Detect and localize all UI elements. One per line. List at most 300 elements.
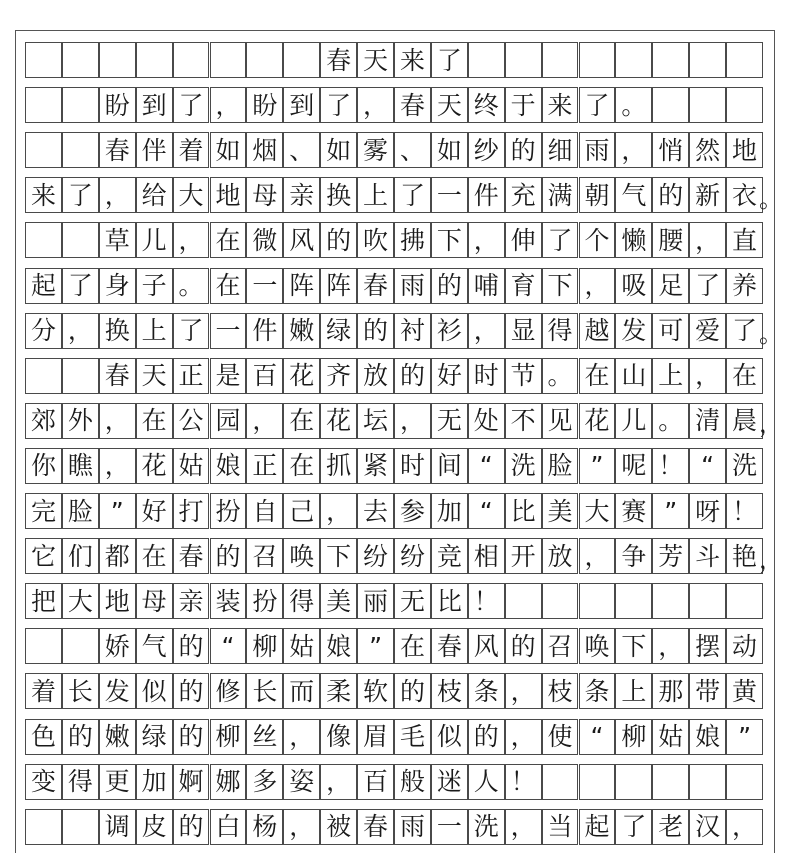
grid-cell: 那 — [652, 673, 689, 709]
grid-cell: 迷 — [431, 764, 468, 800]
grid-cell: 天 — [136, 358, 173, 394]
grid-cell: 美 — [542, 493, 579, 529]
grid-cell — [652, 87, 689, 123]
grid-cell: 然 — [689, 132, 726, 168]
grid-cell: ， — [652, 628, 689, 664]
grid-cell: 、 — [394, 132, 431, 168]
grid-cell — [726, 42, 763, 78]
grid-cell — [62, 132, 99, 168]
grid-cell: 地 — [99, 583, 136, 619]
grid-cell: 姑 — [652, 719, 689, 755]
grid-cell: 姑 — [173, 448, 210, 484]
grid-cell: ！ — [468, 583, 505, 619]
grid-cell: 花 — [136, 448, 173, 484]
grid-cell: 了 — [431, 42, 468, 78]
grid-cell: 盼 — [246, 87, 283, 123]
grid-cell: 召 — [542, 628, 579, 664]
grid-cell: 都 — [99, 538, 136, 574]
grid-cell — [25, 132, 62, 168]
grid-cell: 可 — [652, 313, 689, 349]
grid-cell — [505, 583, 542, 619]
composition-paper — [15, 30, 783, 853]
grid-cell: 被 — [320, 809, 357, 845]
grid-cell: 下 — [431, 222, 468, 258]
grid-cell: 丽 — [357, 583, 394, 619]
grid-cell: 得 — [542, 313, 579, 349]
grid-cell: 伸 — [505, 222, 542, 258]
grid-cell: 间 — [431, 448, 468, 484]
grid-cell: 上 — [357, 177, 394, 213]
grid-cell: 纷 — [394, 538, 431, 574]
grid-cell — [615, 764, 652, 800]
grid-cell: 盼 — [99, 87, 136, 123]
grid-cell: 正 — [246, 448, 283, 484]
grid-cell: 的 — [173, 809, 210, 845]
grid-cell: 换 — [99, 313, 136, 349]
grid-cell: 满 — [542, 177, 579, 213]
grid-cell: 母 — [246, 177, 283, 213]
grid-cell: ， — [99, 448, 136, 484]
grid-cell: 在 — [579, 358, 616, 394]
grid-cell — [62, 628, 99, 664]
grid-cell: 呢 — [615, 448, 652, 484]
grid-cell: 杨 — [246, 809, 283, 845]
grid-cell: 的 — [505, 628, 542, 664]
grid-cell: 给 — [136, 177, 173, 213]
grid-cell: 去 — [357, 493, 394, 529]
grid-cell: ， — [689, 222, 726, 258]
grid-cell: ！ — [726, 493, 763, 529]
grid-cell — [652, 764, 689, 800]
grid-cell: 。 — [615, 87, 652, 123]
grid-cell: ” — [99, 493, 136, 529]
grid-cell: 多 — [246, 764, 283, 800]
grid-cell: ， — [726, 809, 763, 845]
grid-cell: 得 — [62, 764, 99, 800]
grid-cell: 养 — [726, 268, 763, 304]
grid-cell: 发 — [615, 313, 652, 349]
grid-cell: 娘 — [320, 628, 357, 664]
grid-cell: 绿 — [320, 313, 357, 349]
grid-cell: 自 — [246, 493, 283, 529]
grid-cell — [579, 583, 616, 619]
grid-cell: 丝 — [246, 719, 283, 755]
grid-cell: 春 — [394, 87, 431, 123]
grid-cell: 如 — [320, 132, 357, 168]
grid-cell: 天 — [357, 42, 394, 78]
grid-cell: ， — [689, 358, 726, 394]
grid-cell: ！ — [505, 764, 542, 800]
grid-cell: ， — [505, 673, 542, 709]
grid-cell: 伴 — [136, 132, 173, 168]
grid-cell: 是 — [210, 358, 247, 394]
grid-cell: 外 — [62, 403, 99, 439]
grid-cell: 般 — [394, 764, 431, 800]
grid-cell: 着 — [173, 132, 210, 168]
grid-cell: 装 — [210, 583, 247, 619]
grid-cell: 当 — [542, 809, 579, 845]
grid-cell: 汉 — [689, 809, 726, 845]
grid-cell: 雨 — [579, 132, 616, 168]
grid-cell: 如 — [431, 132, 468, 168]
grid-cell: 争 — [615, 538, 652, 574]
grid-cell: 如 — [210, 132, 247, 168]
grid-cell: ， — [615, 132, 652, 168]
grid-cell: 一 — [431, 177, 468, 213]
grid-cell: 天 — [431, 87, 468, 123]
grid-cell: 修 — [210, 673, 247, 709]
grid-cell: 的 — [505, 132, 542, 168]
grid-cell — [62, 42, 99, 78]
grid-cell: 芳 — [652, 538, 689, 574]
grid-cell: 的 — [320, 222, 357, 258]
grid-cell: 郊 — [25, 403, 62, 439]
grid-cell: 脸 — [62, 493, 99, 529]
grid-cell — [505, 42, 542, 78]
grid-cell — [615, 42, 652, 78]
grid-cell: 时 — [468, 358, 505, 394]
grid-cell: 来 — [394, 42, 431, 78]
grid-cell: ， — [357, 87, 394, 123]
grid-cell: 子 — [136, 268, 173, 304]
grid-cell — [25, 358, 62, 394]
grid-cell: 娇 — [99, 628, 136, 664]
grid-cell: 春 — [173, 538, 210, 574]
grid-cell: 调 — [99, 809, 136, 845]
grid-cell: 紧 — [357, 448, 394, 484]
grid-cell: 脸 — [542, 448, 579, 484]
grid-cell: 长 — [62, 673, 99, 709]
grid-cell: 的 — [431, 268, 468, 304]
grid-cell: ， — [99, 177, 136, 213]
grid-cell: 动 — [726, 628, 763, 664]
grid-cell: 到 — [136, 87, 173, 123]
grid-cell: 嫩 — [99, 719, 136, 755]
grid-cell: 柳 — [246, 628, 283, 664]
grid-cell: 分 — [25, 313, 62, 349]
grid-cell: 赛 — [615, 493, 652, 529]
grid-cell: 娘 — [210, 448, 247, 484]
grid-cell: 春 — [357, 268, 394, 304]
grid-cell: 件 — [468, 177, 505, 213]
grid-cell: 参 — [394, 493, 431, 529]
grid-cell: 洗 — [726, 448, 763, 484]
grid-cell: 足 — [652, 268, 689, 304]
grid-cell: 悄 — [652, 132, 689, 168]
grid-cell: 老 — [652, 809, 689, 845]
grid-cell: 洗 — [468, 809, 505, 845]
grid-cell — [726, 583, 763, 619]
grid-cell: ！ — [652, 448, 689, 484]
grid-cell: “ — [468, 448, 505, 484]
grid-cell: 儿 — [136, 222, 173, 258]
grid-cell — [542, 764, 579, 800]
grid-cell: 人 — [468, 764, 505, 800]
grid-cell: ， — [210, 87, 247, 123]
grid-cell: ， — [283, 719, 320, 755]
grid-cell: 唤 — [283, 538, 320, 574]
grid-cell: 大 — [173, 177, 210, 213]
grid-cell: 斗 — [689, 538, 726, 574]
grid-cell: 在 — [210, 268, 247, 304]
margin-punctuation: 。 — [759, 184, 783, 213]
grid-cell: 枝 — [431, 673, 468, 709]
grid-cell: 了 — [173, 313, 210, 349]
grid-cell: ， — [468, 222, 505, 258]
grid-cell: 了 — [394, 177, 431, 213]
grid-cell: 下 — [320, 538, 357, 574]
grid-cell: 来 — [542, 87, 579, 123]
margin-punctuation: ， — [759, 545, 783, 574]
grid-cell: 在 — [136, 403, 173, 439]
grid-cell: 了 — [62, 177, 99, 213]
grid-cell: 纱 — [468, 132, 505, 168]
grid-cell: ， — [173, 222, 210, 258]
grid-cell: 了 — [173, 87, 210, 123]
grid-cell: ” — [652, 493, 689, 529]
grid-cell — [652, 42, 689, 78]
grid-cell: 比 — [505, 493, 542, 529]
grid-cell: 件 — [246, 313, 283, 349]
grid-cell: 园 — [210, 403, 247, 439]
grid-cell: 枝 — [542, 673, 579, 709]
grid-cell: 阵 — [320, 268, 357, 304]
grid-cell: 风 — [468, 628, 505, 664]
grid-cell: 懒 — [615, 222, 652, 258]
grid-cell: 带 — [689, 673, 726, 709]
grid-cell: 色 — [25, 719, 62, 755]
grid-cell: 上 — [136, 313, 173, 349]
grid-cell: 在 — [283, 448, 320, 484]
grid-cell: 了 — [62, 268, 99, 304]
grid-cell — [652, 583, 689, 619]
grid-cell: 的 — [210, 538, 247, 574]
grid-cell: 似 — [136, 673, 173, 709]
grid-cell — [579, 42, 616, 78]
grid-cell — [25, 42, 62, 78]
grid-cell: ， — [320, 493, 357, 529]
grid-cell: 好 — [431, 358, 468, 394]
grid-cell: 地 — [210, 177, 247, 213]
grid-cell — [173, 42, 210, 78]
margin-punctuation: 。 — [759, 320, 783, 349]
grid-cell: 嫩 — [283, 313, 320, 349]
grid-cell: 春 — [99, 358, 136, 394]
grid-cell: 了 — [542, 222, 579, 258]
grid-cell: 终 — [468, 87, 505, 123]
grid-cell: 亲 — [173, 583, 210, 619]
grid-cell: 拂 — [394, 222, 431, 258]
grid-cell: 们 — [62, 538, 99, 574]
grid-cell — [25, 628, 62, 664]
grid-cell: 了 — [726, 313, 763, 349]
grid-cell: 柳 — [615, 719, 652, 755]
grid-cell: 的 — [357, 313, 394, 349]
grid-cell: 加 — [431, 493, 468, 529]
grid-cell — [689, 42, 726, 78]
grid-cell — [246, 42, 283, 78]
grid-cell: 正 — [173, 358, 210, 394]
grid-cell: 气 — [136, 628, 173, 664]
grid-cell — [25, 809, 62, 845]
grid-cell: 了 — [579, 87, 616, 123]
grid-cell: 姑 — [283, 628, 320, 664]
grid-cell: ， — [62, 313, 99, 349]
grid-cell: ， — [579, 538, 616, 574]
grid-cell: 的 — [173, 719, 210, 755]
grid-cell: 来 — [25, 177, 62, 213]
grid-cell: 百 — [357, 764, 394, 800]
grid-cell: 绿 — [136, 719, 173, 755]
grid-cell: 下 — [542, 268, 579, 304]
grid-cell: ” — [357, 628, 394, 664]
grid-cell: 烟 — [246, 132, 283, 168]
grid-cell: 的 — [652, 177, 689, 213]
grid-cell: 婀 — [173, 764, 210, 800]
grid-cell: 。 — [652, 403, 689, 439]
grid-cell: ， — [320, 764, 357, 800]
grid-cell: 山 — [615, 358, 652, 394]
grid-cell: 换 — [320, 177, 357, 213]
grid-cell: 软 — [357, 673, 394, 709]
grid-cell — [542, 583, 579, 619]
grid-cell: 、 — [283, 132, 320, 168]
grid-cell: 扮 — [246, 583, 283, 619]
grid-cell: 上 — [652, 358, 689, 394]
grid-cell: 越 — [579, 313, 616, 349]
grid-cell — [62, 87, 99, 123]
grid-cell: 风 — [283, 222, 320, 258]
grid-cell: 一 — [246, 268, 283, 304]
grid-cell: 长 — [246, 673, 283, 709]
grid-cell: 更 — [99, 764, 136, 800]
grid-cell: 召 — [246, 538, 283, 574]
grid-cell: 直 — [726, 222, 763, 258]
grid-cell: 在 — [283, 403, 320, 439]
grid-cell: 起 — [25, 268, 62, 304]
grid-cell: 的 — [468, 719, 505, 755]
grid-cell: 显 — [505, 313, 542, 349]
grid-cell: 母 — [136, 583, 173, 619]
grid-cell: 爱 — [689, 313, 726, 349]
grid-cell: ， — [99, 403, 136, 439]
grid-cell: 微 — [246, 222, 283, 258]
grid-cell — [62, 222, 99, 258]
grid-cell: “ — [689, 448, 726, 484]
grid-cell: “ — [210, 628, 247, 664]
grid-cell: 衫 — [431, 313, 468, 349]
grid-cell — [99, 42, 136, 78]
grid-cell: ， — [283, 809, 320, 845]
grid-cell: 地 — [726, 132, 763, 168]
grid-cell: “ — [579, 719, 616, 755]
grid-cell — [25, 222, 62, 258]
grid-cell — [25, 87, 62, 123]
grid-cell: 好 — [136, 493, 173, 529]
grid-cell: 着 — [25, 673, 62, 709]
grid-cell — [726, 764, 763, 800]
grid-cell: 的 — [62, 719, 99, 755]
grid-cell: 见 — [542, 403, 579, 439]
grid-cell: 身 — [99, 268, 136, 304]
grid-cell: 无 — [394, 583, 431, 619]
grid-cell: 雨 — [394, 809, 431, 845]
grid-cell: 艳 — [726, 538, 763, 574]
grid-cell: 摆 — [689, 628, 726, 664]
grid-cell: 。 — [173, 268, 210, 304]
grid-cell: 节 — [505, 358, 542, 394]
grid-cell: 比 — [431, 583, 468, 619]
grid-cell: 加 — [136, 764, 173, 800]
grid-cell: 在 — [394, 628, 431, 664]
grid-cell: 的 — [394, 673, 431, 709]
grid-cell: 的 — [173, 673, 210, 709]
grid-cell: 吹 — [357, 222, 394, 258]
grid-cell: 皮 — [136, 809, 173, 845]
grid-cell: 处 — [468, 403, 505, 439]
grid-cell: 柔 — [320, 673, 357, 709]
grid-cell: 开 — [505, 538, 542, 574]
grid-cell: 呀 — [689, 493, 726, 529]
margin-punctuation: ， — [759, 410, 783, 439]
grid-cell: 大 — [579, 493, 616, 529]
grid-cell: 把 — [25, 583, 62, 619]
grid-cell — [136, 42, 173, 78]
grid-cell: 了 — [615, 809, 652, 845]
grid-cell: 瞧 — [62, 448, 99, 484]
grid-cell: 使 — [542, 719, 579, 755]
grid-cell: 了 — [689, 268, 726, 304]
grid-cell: 细 — [542, 132, 579, 168]
grid-cell: ， — [505, 719, 542, 755]
grid-cell: 白 — [210, 809, 247, 845]
grid-cell: ” — [579, 448, 616, 484]
grid-cell: 在 — [210, 222, 247, 258]
grid-cell: 起 — [579, 809, 616, 845]
grid-cell: 似 — [431, 719, 468, 755]
grid-cell: 一 — [210, 313, 247, 349]
grid-cell: 柳 — [210, 719, 247, 755]
grid-cell: 的 — [173, 628, 210, 664]
grid-cell: 你 — [25, 448, 62, 484]
grid-cell: 在 — [136, 538, 173, 574]
grid-cell: 洗 — [505, 448, 542, 484]
grid-cell — [726, 87, 763, 123]
grid-cell: 娜 — [210, 764, 247, 800]
grid-cell: 上 — [615, 673, 652, 709]
grid-cell: 抓 — [320, 448, 357, 484]
grid-cell: 竞 — [431, 538, 468, 574]
grid-cell: ， — [505, 809, 542, 845]
grid-cell: 时 — [394, 448, 431, 484]
grid-cell: 齐 — [320, 358, 357, 394]
grid-cell: 毛 — [394, 719, 431, 755]
grid-cell: ， — [579, 268, 616, 304]
grid-cell: 衣 — [726, 177, 763, 213]
grid-cell: 于 — [505, 87, 542, 123]
grid-cell: 亲 — [283, 177, 320, 213]
grid-cell: 了 — [320, 87, 357, 123]
grid-cell: 纷 — [357, 538, 394, 574]
grid-cell: 打 — [173, 493, 210, 529]
grid-cell: 发 — [99, 673, 136, 709]
grid-cell: 吸 — [615, 268, 652, 304]
grid-cell: 眉 — [357, 719, 394, 755]
grid-cell: 哺 — [468, 268, 505, 304]
grid-cell: 的 — [394, 358, 431, 394]
grid-cell: 春 — [99, 132, 136, 168]
grid-cell: 黄 — [726, 673, 763, 709]
